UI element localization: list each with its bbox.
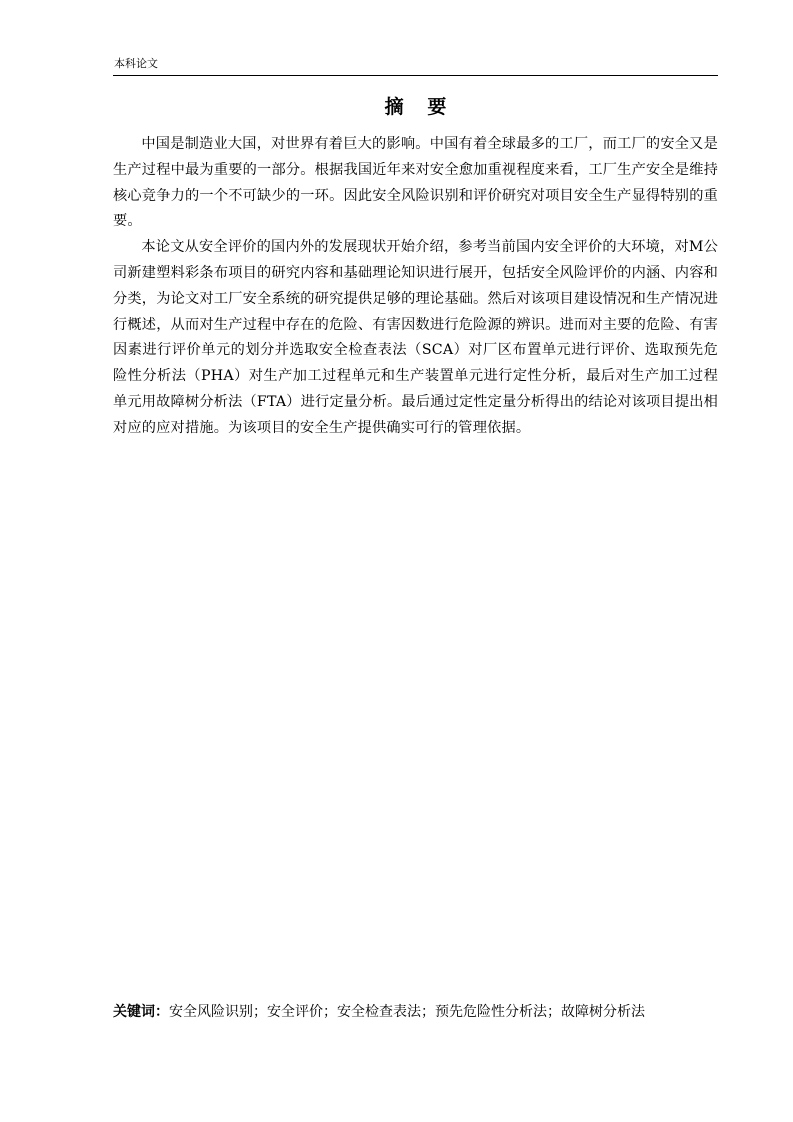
header-rule: [113, 75, 718, 76]
running-header: 本科论文: [114, 57, 158, 70]
abstract-body: [113, 132, 718, 442]
keywords-text: 安全风险识别；安全评价；安全检查表法；预先危险性分析法；故障树分析法: [169, 1004, 645, 1020]
keywords-line: [113, 1000, 723, 1024]
abstract-title: 摘 要: [384, 96, 455, 118]
keywords-label: 关键词：: [113, 1004, 169, 1020]
abstract-paragraph-1: 中国是制造业大国，对世界有着巨大的影响。中国有着全球最多的工厂，而工厂的安全又是生产过程中最为重要的一部分。根据我国近年来对安全愈加重视程度来看，工厂生产安全是维持核心竞争力的一个不可缺少的一环。因此安全风险识别和评价研究对项目安全生产显得特别的重要。: [113, 136, 718, 230]
abstract-paragraph-2: 本论文从安全评价的国内外的发展现状开始介绍，参考当前国内安全评价的大环境，对M公司新建塑料彩条布项目的研究内容和基础理论知识进行展开，包括安全风险评价的内涵、内容和分类，为论文对工厂安全系统的研究提供足够的理论基础。然后对该项目建设情况和生产情况进行概述，从而对生产过程中存在的危险、有害因数进行危险源的辨识。进而对主要的危险、有害因素进行评价单元的划分并选取安全检查表法（SCA）对厂区布置单元进行评价、选取预先危险性分析法（PHA）对生产加工过程单元和生产装置单元进行定性分析，最后对生产加工过程单元用故障树分析法（FTA）进行定量分析。最后通过定性定量分析得出的结论对该项目提出相对应的应对措施。为该项目的安全生产提供确实可行的管理依据。: [113, 239, 718, 436]
